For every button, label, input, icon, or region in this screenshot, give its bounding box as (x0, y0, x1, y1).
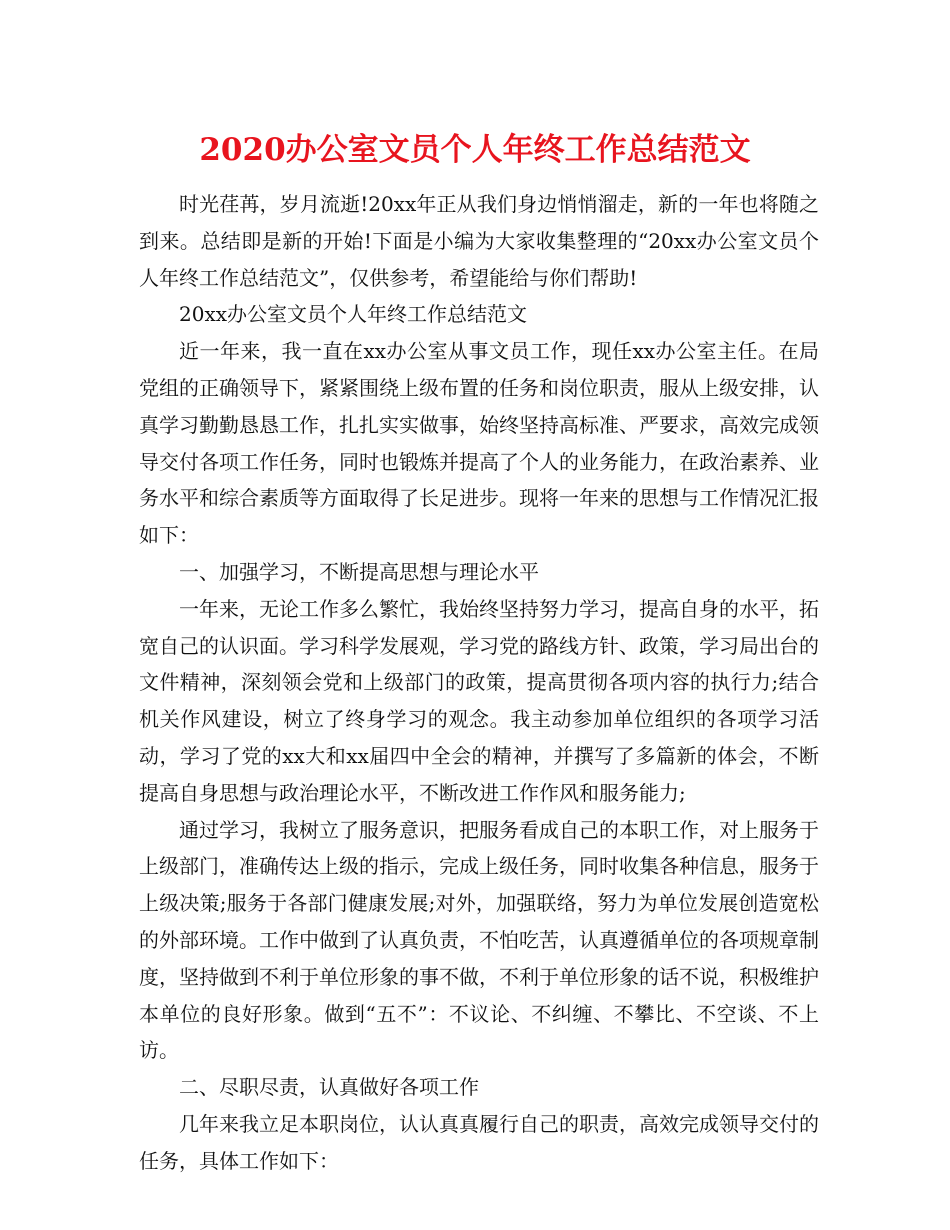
paragraph-overview: 近一年来，我一直在xx办公室从事文员工作，现任xx办公室主任。在局党组的正确领导下，紧紧围绕上级布置的任务和岗位职责，服从上级安排，认真学习勤勤恳恳工作，扎扎实实做事，始终坚持高标准、严要求，高效完成领导交付各项工作任务，同时也锻炼并提高了个人的业务能力，在政治素养、业务水平和综合素质等方面取得了长足进步。现将一年来的思想与工作情况汇报如下： (139, 339, 819, 548)
paragraph-study: 一年来，无论工作多么繁忙，我始终坚持努力学习，提高自身的水平，拓宽自己的认识面。学习科学发展观，学习党的路线方针、政策，学习局出台的文件精神，深刻领会党和上级部门的政策，提高贯彻各项内容的执行力;结合机关作风建设，树立了终身学习的观念。我主动参加单位组织的各项学习活动，学习了党的xx大和xx届四中全会的精神，并撰写了多篇新的体会，不断提高自身思想与政治理论水平，不断改进工作作风和服务能力; (139, 596, 819, 805)
section-heading-2: 二、尽职尽责，认真做好各项工作 (179, 1075, 479, 1100)
paragraph-duties: 几年来我立足本职岗位，认认真真履行自己的职责，高效完成领导交付的任务，具体工作如下： (139, 1111, 819, 1173)
section-heading-1: 一、加强学习，不断提高思想与理论水平 (179, 559, 539, 584)
paragraph-service: 通过学习，我树立了服务意识，把服务看成自己的本职工作，对上服务于上级部门，准确传达上级的指示，完成上级任务，同时收集各种信息，服务于上级决策;服务于各部门健康发展;对外，加强联络，努力为单位发展创造宽松的外部环境。工作中做到了认真负责，不怕吃苦，认真遵循单位的各项规章制度，坚持做到不利于单位形象的事不做，不利于单位形象的话不说，积极维护本单位的良好形象。做到“五不”：不议论、不纠缠、不攀比、不空谈、不上访。 (139, 817, 819, 1063)
paragraph-subtitle: 20xx办公室文员个人年终工作总结范文 (179, 302, 528, 327)
document-body (139, 186, 819, 1180)
paragraph-intro: 时光荏苒，岁月流逝!20xx年正从我们身边悄悄溜走，新的一年也将随之到来。总结即是新的开始!下面是小编为大家收集整理的“20xx办公室文员个人年终工作总结范文”，仅供参考，希望能给与你们帮助! (139, 192, 819, 290)
document-title: 2020办公室文员个人年终工作总结范文 (199, 132, 751, 168)
